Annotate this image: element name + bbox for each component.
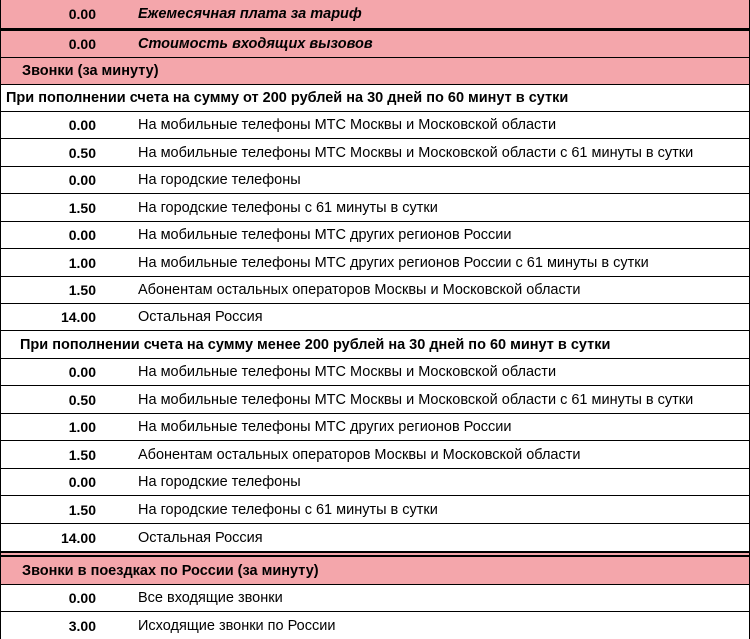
- rate-value: 0.00: [68, 590, 96, 606]
- table-row: [0, 359, 750, 386]
- rate-label: На городские телефоны с 61 минуты в сутки: [138, 501, 438, 518]
- rate-label: Абонентам остальных операторов Москвы и Московской области: [138, 446, 581, 463]
- rate-value: 0.00: [68, 474, 96, 490]
- rate-label: Абонентам остальных операторов Москвы и Московской области: [138, 282, 581, 298]
- table-row: [0, 386, 750, 414]
- table-row: [0, 112, 750, 139]
- rate-value: 14.00: [60, 309, 96, 325]
- tariff-header-row-incoming: [0, 29, 750, 58]
- monthly-fee-label: Ежемесячная плата за тариф: [138, 6, 362, 22]
- table-row: [0, 167, 750, 194]
- group1-title-row: [0, 85, 750, 112]
- group1-title: При пополнении счета на сумму от 200 рублей на 30 дней по 60 минут в сутки: [6, 90, 569, 106]
- rate-value: 1.50: [68, 446, 96, 463]
- table-row: [0, 414, 750, 441]
- rate-label: На городские телефоны: [138, 172, 301, 188]
- table-row: [0, 139, 750, 167]
- rate-label: На мобильные телефоны МТС других регионов России: [138, 227, 512, 243]
- rate-value: 1.00: [68, 254, 96, 271]
- rate-value: 1.50: [68, 199, 96, 216]
- incoming-cost-value: 0.00: [68, 36, 96, 52]
- incoming-cost-label: Стоимость входящих вызовов: [138, 36, 373, 52]
- rate-label: На городские телефоны: [138, 474, 301, 490]
- section-travel: [0, 557, 750, 585]
- table-row: [0, 612, 750, 639]
- rate-value: 0.00: [68, 364, 96, 380]
- rate-label: На городские телефоны с 61 минуты в сутки: [138, 199, 438, 216]
- table-row: [0, 585, 750, 612]
- rate-label: На мобильные телефоны МТС Москвы и Московской области: [138, 117, 557, 133]
- rate-value: 1.50: [68, 501, 96, 518]
- rate-label: На мобильные телефоны МТС других регионов России с 61 минуты в сутки: [138, 254, 649, 271]
- table-row: [0, 194, 750, 222]
- rate-label: Остальная Россия: [138, 309, 263, 325]
- table-row: [0, 496, 750, 524]
- rate-label: На мобильные телефоны МТС Москвы и Московской области: [138, 364, 557, 380]
- rate-value: 0.00: [68, 117, 96, 133]
- group2-title-row: [0, 331, 750, 359]
- table-row: [0, 249, 750, 277]
- rate-value: 0.00: [68, 172, 96, 188]
- table-row: [0, 277, 750, 304]
- table-row: [0, 469, 750, 496]
- rate-value: 1.50: [68, 282, 96, 298]
- rate-value: 3.00: [68, 617, 96, 634]
- rate-label: Все входящие звонки: [138, 590, 283, 606]
- table-row: [0, 441, 750, 469]
- rate-value: 0.50: [68, 144, 96, 161]
- rate-label: На мобильные телефоны МТС других регионов России: [138, 419, 512, 435]
- table-border-left: [0, 0, 1, 639]
- rate-value: 1.00: [68, 419, 96, 435]
- table-row: [0, 222, 750, 249]
- section-calls: [0, 58, 750, 85]
- monthly-fee-value: 0.00: [68, 6, 96, 22]
- section-calls-title: Звонки (за минуту): [22, 63, 159, 79]
- table-row: [0, 524, 750, 551]
- rate-label: Исходящие звонки по России: [138, 617, 336, 634]
- rate-value: 0.00: [68, 227, 96, 243]
- rate-label: Остальная Россия: [138, 529, 263, 546]
- group2-title: При пополнении счета на сумму менее 200 рублей на 30 дней по 60 минут в сутки: [20, 336, 611, 353]
- rate-label: На мобильные телефоны МТС Москвы и Московской области с 61 минуты в сутки: [138, 391, 694, 408]
- rate-label: На мобильные телефоны МТС Москвы и Московской области с 61 минуты в сутки: [138, 144, 694, 161]
- rate-value: 0.50: [68, 391, 96, 408]
- tariff-header-row-monthly: [0, 0, 750, 29]
- table-row: [0, 304, 750, 331]
- rate-value: 14.00: [60, 529, 96, 546]
- section-travel-title: Звонки в поездках по России (за минуту): [22, 562, 319, 579]
